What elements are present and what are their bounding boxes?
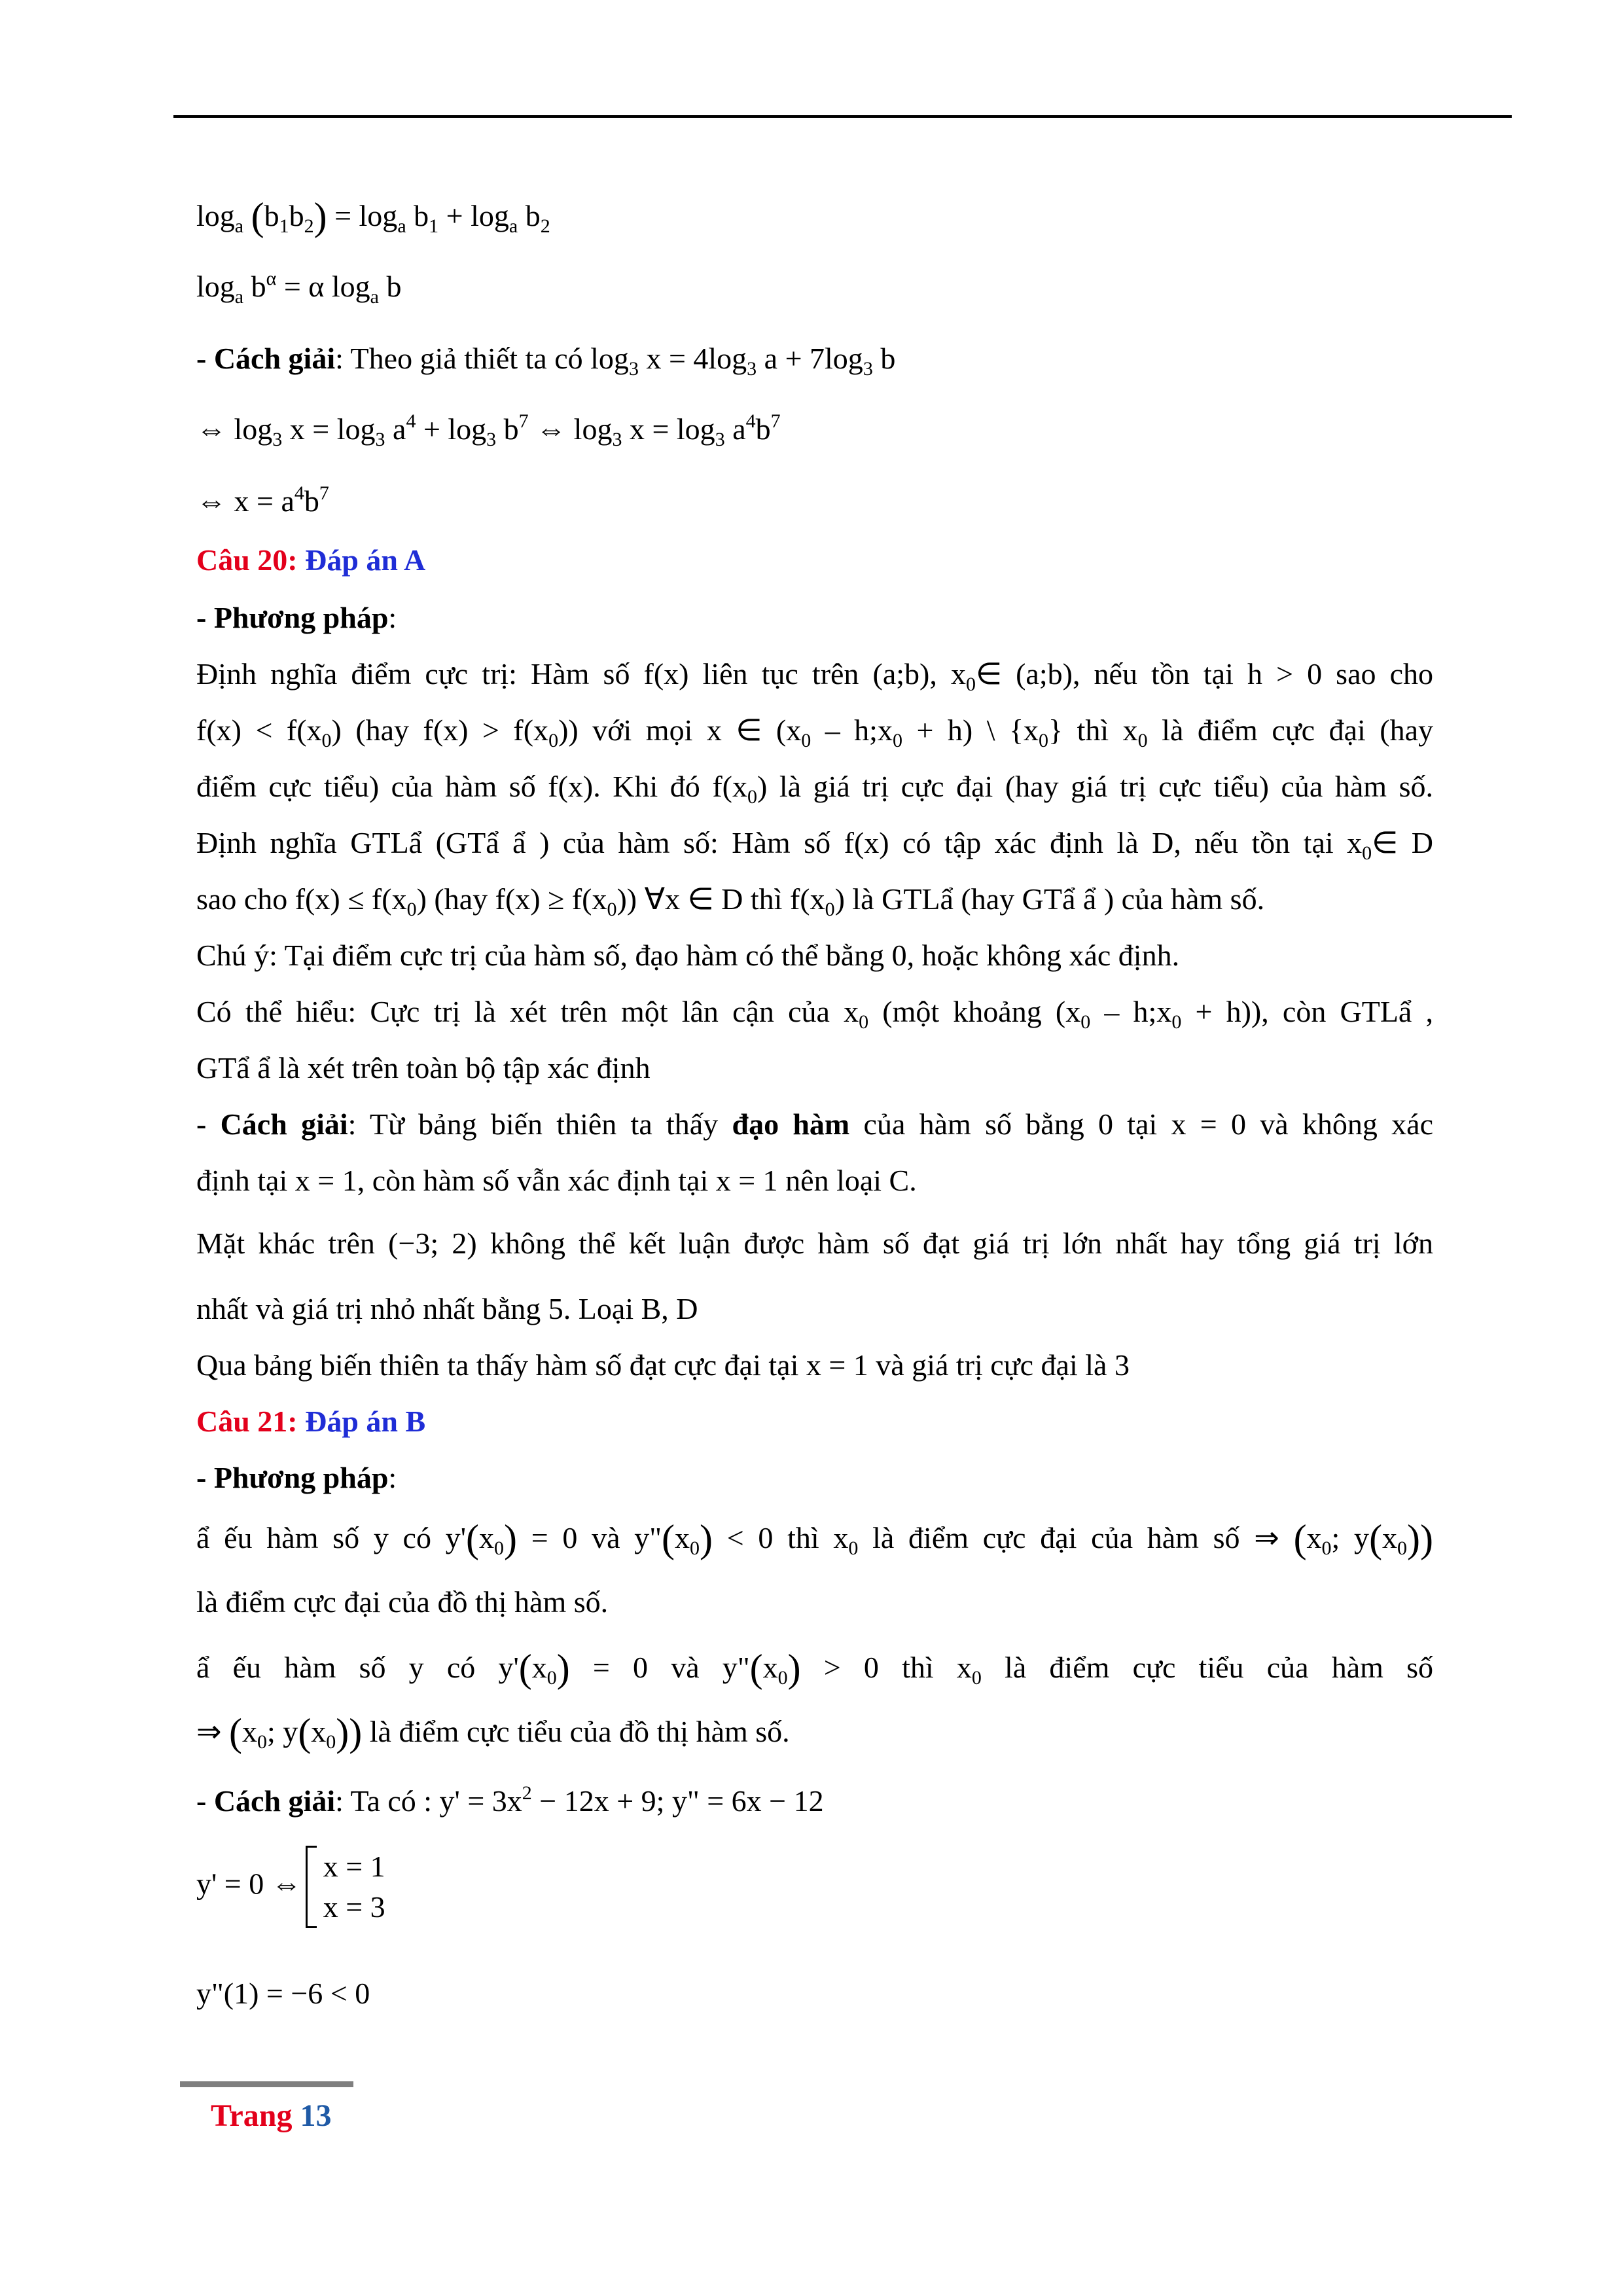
- q20-text-line-8: GTẩ ẩ là xét trên toàn bộ tập xác định: [196, 1051, 651, 1085]
- question-21-heading: Câu 21: Đáp án B: [196, 1405, 426, 1438]
- q21-solution-line-3: y"(1) = −6 < 0: [196, 1977, 370, 2010]
- q21-solution-line-1: - Cách giải: Ta có : $y' = 3x^2 - 12x + 9$; y" = 6x − 12: [196, 1782, 824, 1818]
- q20-solution-line-5: Qua bảng biến thiên ta thấy hàm số đạt cực đại tại x = 1 và giá trị cực đại là 3: [196, 1348, 1130, 1382]
- system-bracket: [306, 1846, 317, 1928]
- q20-text-line-7: Có thể hiểu: Cực trị là xét trên một lân cận của $x_0$ (một khoảng ($x_0$ – $h;x_0 + h$)), còn GTLẩ ,: [196, 995, 1434, 1033]
- q21-text-line-1: ẩ ếu hàm số y có $y'(x_0) = 0$ và $y"(x_0) < 0$ thì $x_0$ là điểm cực đại của hàm số ⇒ ($x_0$; $y(x_0)$): [196, 1517, 1434, 1560]
- header-rule: [173, 115, 1512, 118]
- q20-text-line-2: $f(x) < f(x_0)$ (hay $f(x) > f(x_0)$) với mọi x ∈ ($x_0$ – $h;x_0 + h$) \ $\{x_0\}$ thì $x_0$ là điểm cực đại (hay: [196, 713, 1433, 751]
- q21-method-label: - Phương pháp:: [196, 1461, 397, 1494]
- q20-solution-line-4: nhất và giá trị nhỏ nhất bằng 5. Loại B, D: [196, 1292, 698, 1325]
- page-footer: [211, 2098, 331, 2134]
- intro-solution-line: - Cách giải: Theo giả thiết ta có $\log_3 x = 4\log_3$ $a + 7\log_3$ b: [196, 342, 896, 380]
- q20-solution-line-1: - Cách giải: Từ bảng biến thiên ta thấy đạo hàm của hàm số bằng 0 tại x = 0 và không xác: [196, 1107, 1434, 1141]
- formula-log-power: $\log_a b^\alpha = \alpha$ $\log_a b$: [196, 268, 402, 308]
- intro-equation-1: ⇔ $\log_3 x = \log_3 a^4 + \log_3 b^7$ ⇔ $\log_3 x = \log_3 a^4b^7$: [196, 410, 781, 450]
- page-number: 13: [300, 2098, 332, 2133]
- q20-text-line-1: Định nghĩa điểm cực trị: Hàm số f(x) liên tục trên (a;b), $x_0\in$ (a;b), nếu tồn tại h > 0 sao cho: [196, 657, 1433, 695]
- formula-log-product: $\log_a (b_1b_2) = \log_a b_1 + \log_a b_2$: [196, 195, 550, 238]
- q20-method-label: - Phương pháp:: [196, 601, 397, 634]
- question-20-heading: Câu 20: Đáp án A: [196, 543, 426, 577]
- footer-rule: [180, 2081, 353, 2087]
- q20-text-line-6: Chú ý: Tại điểm cực trị của hàm số, đạo hàm có thể bằng 0, hoặc không xác định.: [196, 939, 1180, 972]
- intro-equation-2: ⇔ $x = a^4b^7$: [196, 482, 329, 518]
- q21-text-line-4: ⇒ ($x_0$; $y(x_0)$) là điểm cực tiểu của đồ thị hàm số.: [196, 1711, 790, 1754]
- q21-solution-system: y' = 0 ⇔x = 1 x = 3: [196, 1846, 385, 1928]
- footer-label: Trang: [211, 2098, 293, 2133]
- q21-text-line-2: là điểm cực đại của đồ thị hàm số.: [196, 1585, 609, 1619]
- q20-text-line-3: điểm cực tiểu) của hàm số f(x). Khi đó $f(x_0)$ là giá trị cực đại (hay giá trị cực tiểu) của hàm số.: [196, 770, 1433, 808]
- q21-text-line-3: ẩ ếu hàm số y có $y'(x_0) = 0$ và $y"(x_0) > 0$ thì $x_0$ là điểm cực tiểu của hàm số: [196, 1647, 1434, 1690]
- q20-solution-line-3: Mặt khác trên (−3; 2) không thể kết luận được hàm số đạt giá trị lớn nhất hay tổng giá trị lớn: [196, 1227, 1434, 1260]
- q20-text-line-4: Định nghĩa GTLẩ (GTẩ ẩ ) của hàm số: Hàm số f(x) có tập xác định là D, nếu tồn tại $x_0\in$ D: [196, 826, 1433, 864]
- q20-text-line-5: sao cho $f(x) \le f(x_0)$ (hay $f(x) \ge f(x_0)$) ∀x ∈ D thì $f(x_0)$ là GTLẩ (hay GTẩ ẩ ) của hàm số.: [196, 882, 1265, 920]
- q20-solution-line-2: định tại x = 1, còn hàm số vẫn xác định tại x = 1 nên loại C.: [196, 1164, 917, 1197]
